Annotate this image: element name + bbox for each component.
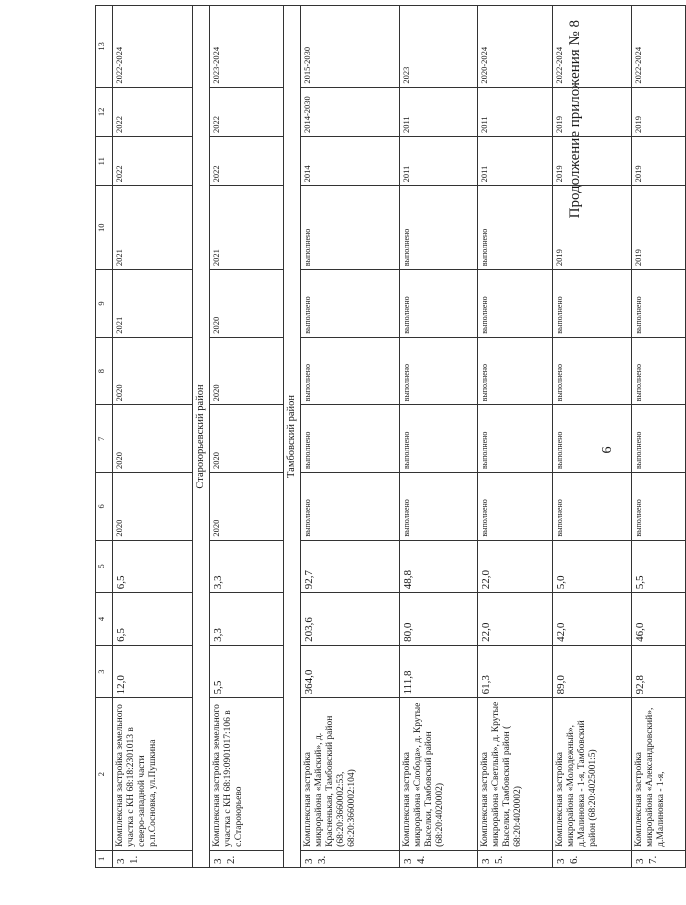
object-name: Комплексная застройка микрорайона «Майский», д. Красненькая, Тамбовский район (68:20:3660002:53, 68:20:3660002:104)	[301, 698, 400, 850]
cell-c3: 111,8	[400, 645, 478, 698]
table-row	[553, 6, 632, 868]
cell-c13: 2023	[400, 6, 478, 88]
cell-c12: 2019	[553, 87, 632, 136]
cell-c10: выполнено	[400, 186, 478, 270]
cell-c6: 2020	[210, 473, 284, 541]
cell-c4: 46,0	[632, 593, 686, 646]
header-cell: 10	[96, 186, 113, 270]
row-number: 31.	[113, 850, 193, 867]
table-row	[478, 6, 553, 868]
cell-c7: выполнено	[400, 405, 478, 473]
cell-c4: 203,6	[301, 593, 400, 646]
cell-c6: выполнено	[400, 473, 478, 541]
row-number: 32.	[210, 850, 284, 867]
table-row	[210, 6, 284, 868]
cell-c11: 2019	[632, 137, 686, 186]
table-row	[113, 6, 193, 868]
row-number: 37.	[632, 850, 686, 867]
row-number: 34.	[400, 850, 478, 867]
cell-c8: 2020	[113, 337, 193, 405]
header-cell: 8	[96, 337, 113, 405]
object-name: Комплексная застройка земельного участка с КН 68:19:0901017:106 в с.Староюрьево	[210, 698, 284, 850]
cell-c4: 3,3	[210, 593, 284, 646]
cell-c13: 2015-2030	[301, 6, 400, 88]
cell-c8: выполнено	[400, 337, 478, 405]
cell-c5: 92,7	[301, 540, 400, 593]
cell-c7: 2020	[113, 405, 193, 473]
cell-c10: 2019	[632, 186, 686, 270]
header-cell: 9	[96, 270, 113, 338]
cell-c8: выполнено	[478, 337, 553, 405]
cell-c11: 2019	[553, 137, 632, 186]
header-cell: 5	[96, 540, 113, 593]
cell-c5: 5,0	[553, 540, 632, 593]
cell-c7: выполнено	[553, 405, 632, 473]
cell-c13: 2020-2024	[478, 6, 553, 88]
cell-c10: 2021	[210, 186, 284, 270]
cell-c3: 12,0	[113, 645, 193, 698]
header-cell: 1	[96, 850, 113, 867]
cell-c5: 5,5	[632, 540, 686, 593]
cell-c12: 2011	[478, 87, 553, 136]
cell-c9: выполнено	[301, 270, 400, 338]
cell-c11: 2022	[113, 137, 193, 186]
cell-c3: 92,8	[632, 645, 686, 698]
cell-c9: выполнено	[400, 270, 478, 338]
cell-c8: выполнено	[632, 337, 686, 405]
cell-c5: 48,8	[400, 540, 478, 593]
cell-c13: 2022-2024	[632, 6, 686, 88]
cell-c9: выполнено	[632, 270, 686, 338]
cell-c12: 2022	[210, 87, 284, 136]
header-cell: 4	[96, 593, 113, 646]
object-name: Комплексная застройка микрорайона «Слобода», д. Крутые Выселки, Тамбовский район (68:20:4020002)	[400, 698, 478, 850]
object-name: Комплексная застройка микрорайона «Светлый», д. Крутые Выселки, Тамбовский район ( 68:20:4020002)	[478, 698, 553, 850]
cell-c8: 2020	[210, 337, 284, 405]
cell-c6: выполнено	[478, 473, 553, 541]
cell-c9: выполнено	[553, 270, 632, 338]
object-name: Комплексная застройка микрорайона «Молодежный», д.Малиновка - 1-я, Тамбовский район (68:20:4025001:5)	[553, 698, 632, 850]
cell-c11: 2011	[478, 137, 553, 186]
row-number: 36.	[553, 850, 632, 867]
table-row	[400, 6, 478, 868]
district-row-staroyurevsky	[193, 6, 210, 868]
appendix-continuation-title: Продолжение приложения № 8	[567, 20, 583, 219]
cell-c13: 2022-2024	[553, 6, 632, 88]
header-cell: 12	[96, 87, 113, 136]
cell-c6: выполнено	[553, 473, 632, 541]
cell-c5: 22,0	[478, 540, 553, 593]
row-number: 35.	[478, 850, 553, 867]
cell-c13: 2022-2024	[113, 6, 193, 88]
cell-c13: 2023-2024	[210, 6, 284, 88]
object-name: Комплексная застройка земельного участка с КН 68:18:2301013 в северо-западной части р.п.Сосновка, ул.Пушкина	[113, 698, 193, 850]
district-label: Староюрьевский район	[193, 6, 210, 868]
cell-c6: 2020	[113, 473, 193, 541]
column-number-header-row	[96, 6, 113, 868]
cell-c3: 61,3	[478, 645, 553, 698]
construction-schedule-table	[95, 5, 686, 868]
cell-c11: 2022	[210, 137, 284, 186]
cell-c4: 6,5	[113, 593, 193, 646]
cell-c8: выполнено	[301, 337, 400, 405]
cell-c12: 2011	[400, 87, 478, 136]
cell-c4: 42,0	[553, 593, 632, 646]
cell-c11: 2014	[301, 137, 400, 186]
header-cell: 2	[96, 698, 113, 850]
cell-c8: выполнено	[553, 337, 632, 405]
district-row-tambovsky	[284, 6, 301, 868]
cell-c12: 2022	[113, 87, 193, 136]
cell-c5: 6,5	[113, 540, 193, 593]
cell-c3: 89,0	[553, 645, 632, 698]
cell-c7: выполнено	[632, 405, 686, 473]
cell-c7: выполнено	[478, 405, 553, 473]
district-label: Тамбовский район	[284, 6, 301, 868]
header-cell: 11	[96, 137, 113, 186]
table-row	[632, 6, 686, 868]
cell-c3: 364,0	[301, 645, 400, 698]
object-name: Комплексная застройка микрорайона «Александровский», д.Малиновка - 1-я,	[632, 698, 686, 850]
cell-c11: 2011	[400, 137, 478, 186]
cell-c5: 3,3	[210, 540, 284, 593]
page-number: 6	[600, 446, 615, 454]
header-cell: 3	[96, 645, 113, 698]
cell-c4: 80,0	[400, 593, 478, 646]
header-cell: 7	[96, 405, 113, 473]
table-row	[301, 6, 400, 868]
cell-c3: 5,5	[210, 645, 284, 698]
header-cell: 13	[96, 6, 113, 88]
cell-c10: выполнено	[478, 186, 553, 270]
header-cell: 6	[96, 473, 113, 541]
cell-c6: выполнено	[301, 473, 400, 541]
cell-c10: выполнено	[301, 186, 400, 270]
cell-c7: 2020	[210, 405, 284, 473]
cell-c10: 2019	[553, 186, 632, 270]
cell-c9: выполнено	[478, 270, 553, 338]
cell-c9: 2021	[113, 270, 193, 338]
cell-c4: 22,0	[478, 593, 553, 646]
cell-c12: 2014-2030	[301, 87, 400, 136]
cell-c12: 2019	[632, 87, 686, 136]
cell-c9: 2020	[210, 270, 284, 338]
cell-c7: выполнено	[301, 405, 400, 473]
cell-c10: 2021	[113, 186, 193, 270]
cell-c6: выполнено	[632, 473, 686, 541]
row-number: 33.	[301, 850, 400, 867]
